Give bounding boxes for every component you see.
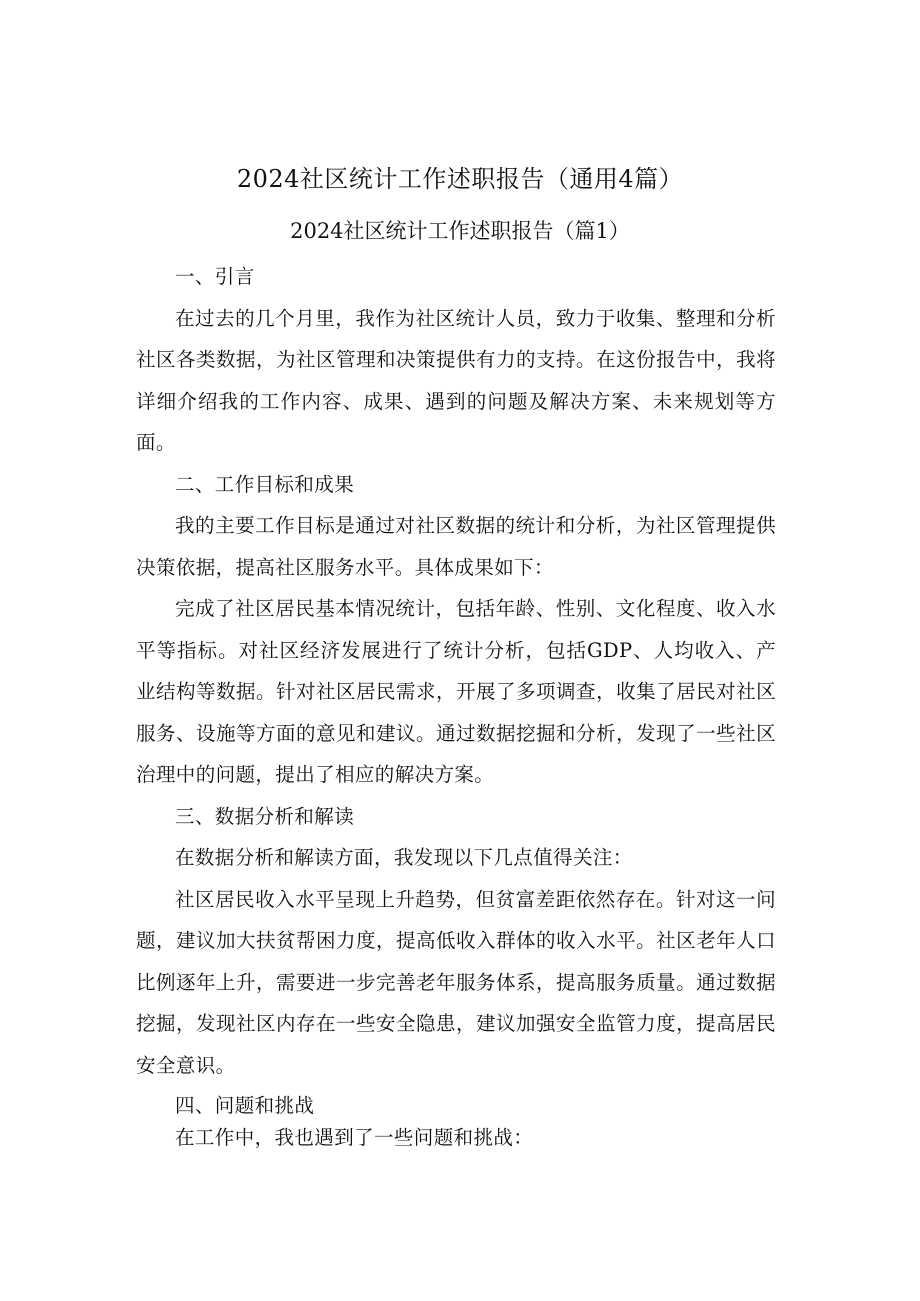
document-body bbox=[136, 256, 776, 1154]
section-heading-analysis: 三、数据分析和解读 bbox=[175, 804, 355, 828]
paragraph-goals-1: 我的主要工作目标是通过对社区数据的统计和分析，为社区管理提供决策依据，提高社区服务水平。具体成果如下： bbox=[136, 514, 776, 579]
paragraph-goals-2: 完成了社区居民基本情况统计，包括年龄、性别、文化程度、收入水平等指标。对社区经济发展进行了统计分析，包括GDP、人均收入、产业结构等数据。针对社区居民需求，开展了多项调查，收集了居民对社区服务、设施等方面的意见和建议。通过数据挖掘和分析，发现了一些社区治理中的问题，提出了相应的解决方案。 bbox=[136, 597, 776, 786]
paragraph-problems-1: 在工作中，我也遇到了一些问题和挑战： bbox=[175, 1126, 534, 1149]
paragraph-analysis-2: 社区居民收入水平呈现上升趋势，但贫富差距依然存在。针对这一问题，建议加大扶贫帮困力度，提高低收入群体的收入水平。社区老年人口比例逐年上升，需要进一步完善老年服务体系，提高服务质量。通过数据挖掘，发现社区内存在一些安全隐患，建议加强安全监管力度，提高居民安全意识。 bbox=[136, 887, 776, 1077]
section-heading-intro: 一、引言 bbox=[175, 265, 255, 288]
section-heading-problems: 四、问题和挑战 bbox=[175, 1094, 315, 1117]
paragraph-intro: 在过去的几个月里，我作为社区统计人员，致力于收集、整理和分析社区各类数据，为社区管理和决策提供有力的支持。在这份报告中，我将详细介绍我的工作内容、成果、遇到的问题及解决方案、未来规划等方面。 bbox=[136, 306, 776, 454]
paragraph-analysis-1: 在数据分析和解读方面，我发现以下几点值得关注： bbox=[175, 846, 633, 869]
section-heading-goals: 二、工作目标和成果 bbox=[175, 472, 355, 496]
document-title: 2024社区统计工作述职报告（通用4篇） bbox=[236, 165, 684, 193]
document-subtitle: 2024社区统计工作述职报告（篇1） bbox=[290, 219, 630, 243]
